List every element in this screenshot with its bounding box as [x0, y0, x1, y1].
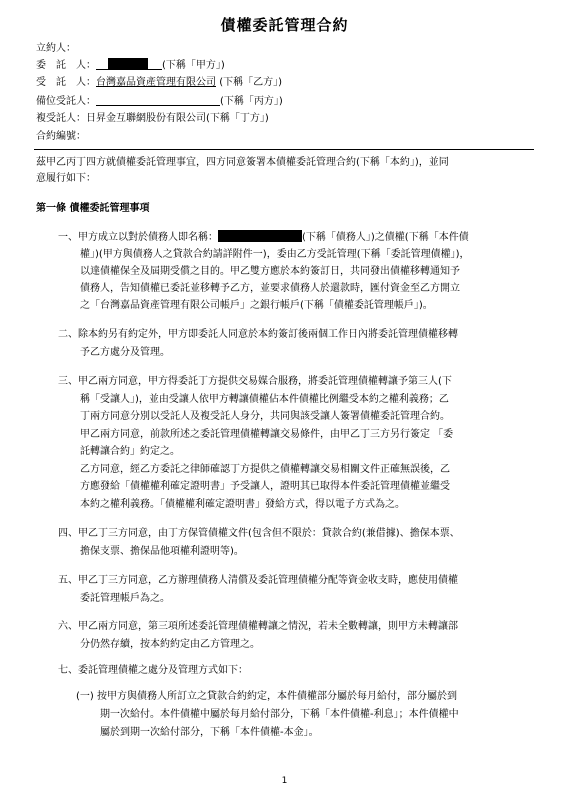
- trustee-line: [36, 76, 282, 90]
- clause-text: (下稱「債務人」)之債權(下稱「本件債: [302, 232, 469, 243]
- sub-clause-line: 屬於到期一次給付部分，下稱「本件債權-本金」。: [100, 727, 319, 738]
- section-title: 第一條 債權委託管理事項: [36, 203, 150, 214]
- page-number: 1: [281, 776, 288, 786]
- clause-line: 以達債權保全及屆期受償之目的。甲乙雙方應於本約簽訂日，共同發出債權移轉通知予: [80, 266, 460, 277]
- preamble-line: 意履行如下：: [36, 173, 96, 184]
- sub-label: 複受託人：: [36, 113, 86, 124]
- clause-line: 六、甲乙兩方同意，第三項所述委託管理債權轉讓之情況，若未全數轉讓，則甲方未轉讓部: [58, 621, 458, 632]
- clause-line: 權」)(甲方與債務人之貸款合約請詳附件一)，委由乙方受託管理(下稱「委託管理債權」)，: [80, 249, 470, 260]
- redacted-name: [108, 58, 148, 70]
- sub-clause-line: 期一次給付。本件債權中屬於每月給付部分，下稱「本件債權-利息」；本件債權中: [100, 709, 459, 720]
- backup-suffix: (下稱「丙方」): [220, 96, 283, 107]
- divider: [34, 149, 534, 150]
- clause-line: 債務人，告知債權已委託並移轉予乙方，並要求債務人於還款時，匯付資金至乙方開立: [80, 283, 460, 294]
- clause-line: 擔保支票、擔保品他項權利證明等)。: [80, 546, 244, 557]
- clause-line: 稱「受讓人」)，並由受讓人依甲方轉讓債權佔本件債權比例繼受本約之權利義務；乙: [80, 394, 449, 405]
- blank-underline: [96, 58, 108, 70]
- backup-label: 備位受託人：: [36, 96, 96, 107]
- redacted-name: [218, 230, 302, 242]
- clause-line: 丁兩方同意分別以受託人及複受託人身分，共同與該受讓人簽署債權委託管理合約。: [80, 411, 450, 422]
- clause-line: 三、甲乙兩方同意，甲方得委託丁方提供交易媒合服務，將委託管理債權轉讓予第三人(下: [58, 376, 452, 387]
- parties-header: 立約人：: [36, 43, 76, 54]
- trustee-suffix: (下稱「乙方」): [219, 77, 282, 88]
- clause-line: 甲乙兩方同意，前款所述之委託管理債權轉讓交易條件，由甲乙丁三方另行簽定 「委: [80, 429, 454, 440]
- clause-line: 五、甲乙丁三方同意，乙方辦理債務人清償及委託管理債權分配等資金收支時，應使用債權: [58, 575, 458, 586]
- clause-line: 二、除本約另有約定外，甲方即委託人同意於本約簽訂後兩個工作日內將委託管理債權移轉: [58, 329, 458, 340]
- clause-line: 四、甲乙丁三方同意，由丁方保管債權文件(包含但不限於：貸款合約(兼借據)、擔保本票、: [58, 528, 460, 539]
- preamble-line: 茲甲乙丙丁四方就債權委託管理事宜，四方同意簽署本債權委託管理合約(下稱「本約」)，並同: [36, 157, 449, 168]
- clause-line: 七、委託管理債權之處分及管理方式如下：: [58, 665, 248, 676]
- principal-label: 委 託 人：: [36, 60, 96, 71]
- clause-line: 委託管理帳戶為之。: [80, 593, 170, 604]
- clause-line: 方應發給「債權權利確定證明書」予受讓人，證明其已取得本件委託管理債權並繼受: [80, 481, 450, 492]
- clause-text: 一、甲方成立以對於債務人即名稱：: [58, 232, 218, 243]
- clause-line: 託轉讓合約」約定之。: [80, 446, 180, 457]
- backup-trustee-line: [36, 94, 283, 109]
- clause-line: 予乙方處分及管理。: [80, 347, 170, 358]
- clause-line: 本約之權利義務。「債權權利確定證明書」發給方式，得以電子方式為之。: [80, 499, 405, 510]
- clause-line: 分仍然存續，按本約約定由乙方管理之。: [80, 639, 260, 650]
- clause-line: [58, 230, 469, 245]
- principal-suffix: (下稱「甲方」): [162, 60, 225, 71]
- sub-clause-line: (一) 按甲方與債務人所訂立之貸款合約約定，本件債權部分屬於每月給付，部分屬於到: [76, 691, 457, 702]
- blank-underline: [96, 94, 220, 106]
- clause-line: 乙方同意，經乙方委託之律師確認丁方提供之債權轉讓交易相關文件正確無誤後，乙: [80, 464, 450, 475]
- trustee-label: 受 託 人：: [36, 77, 96, 88]
- principal-line: [36, 58, 225, 73]
- trustee-name: 台灣嘉品資產管理有限公司: [96, 77, 216, 88]
- blank-underline: [148, 58, 162, 70]
- sub-trustee-line: [36, 112, 269, 126]
- contract-number: 合約編號：: [36, 131, 86, 142]
- document-title: 債權委託管理合約: [220, 16, 349, 34]
- sub-name: 日昇金互聯網股份有限公司(下稱「丁方」): [86, 113, 269, 124]
- clause-line: 之「台灣嘉品資產管理有限公司帳戶」之銀行帳戶(下稱「債權委託管理帳戶」)。: [80, 300, 433, 311]
